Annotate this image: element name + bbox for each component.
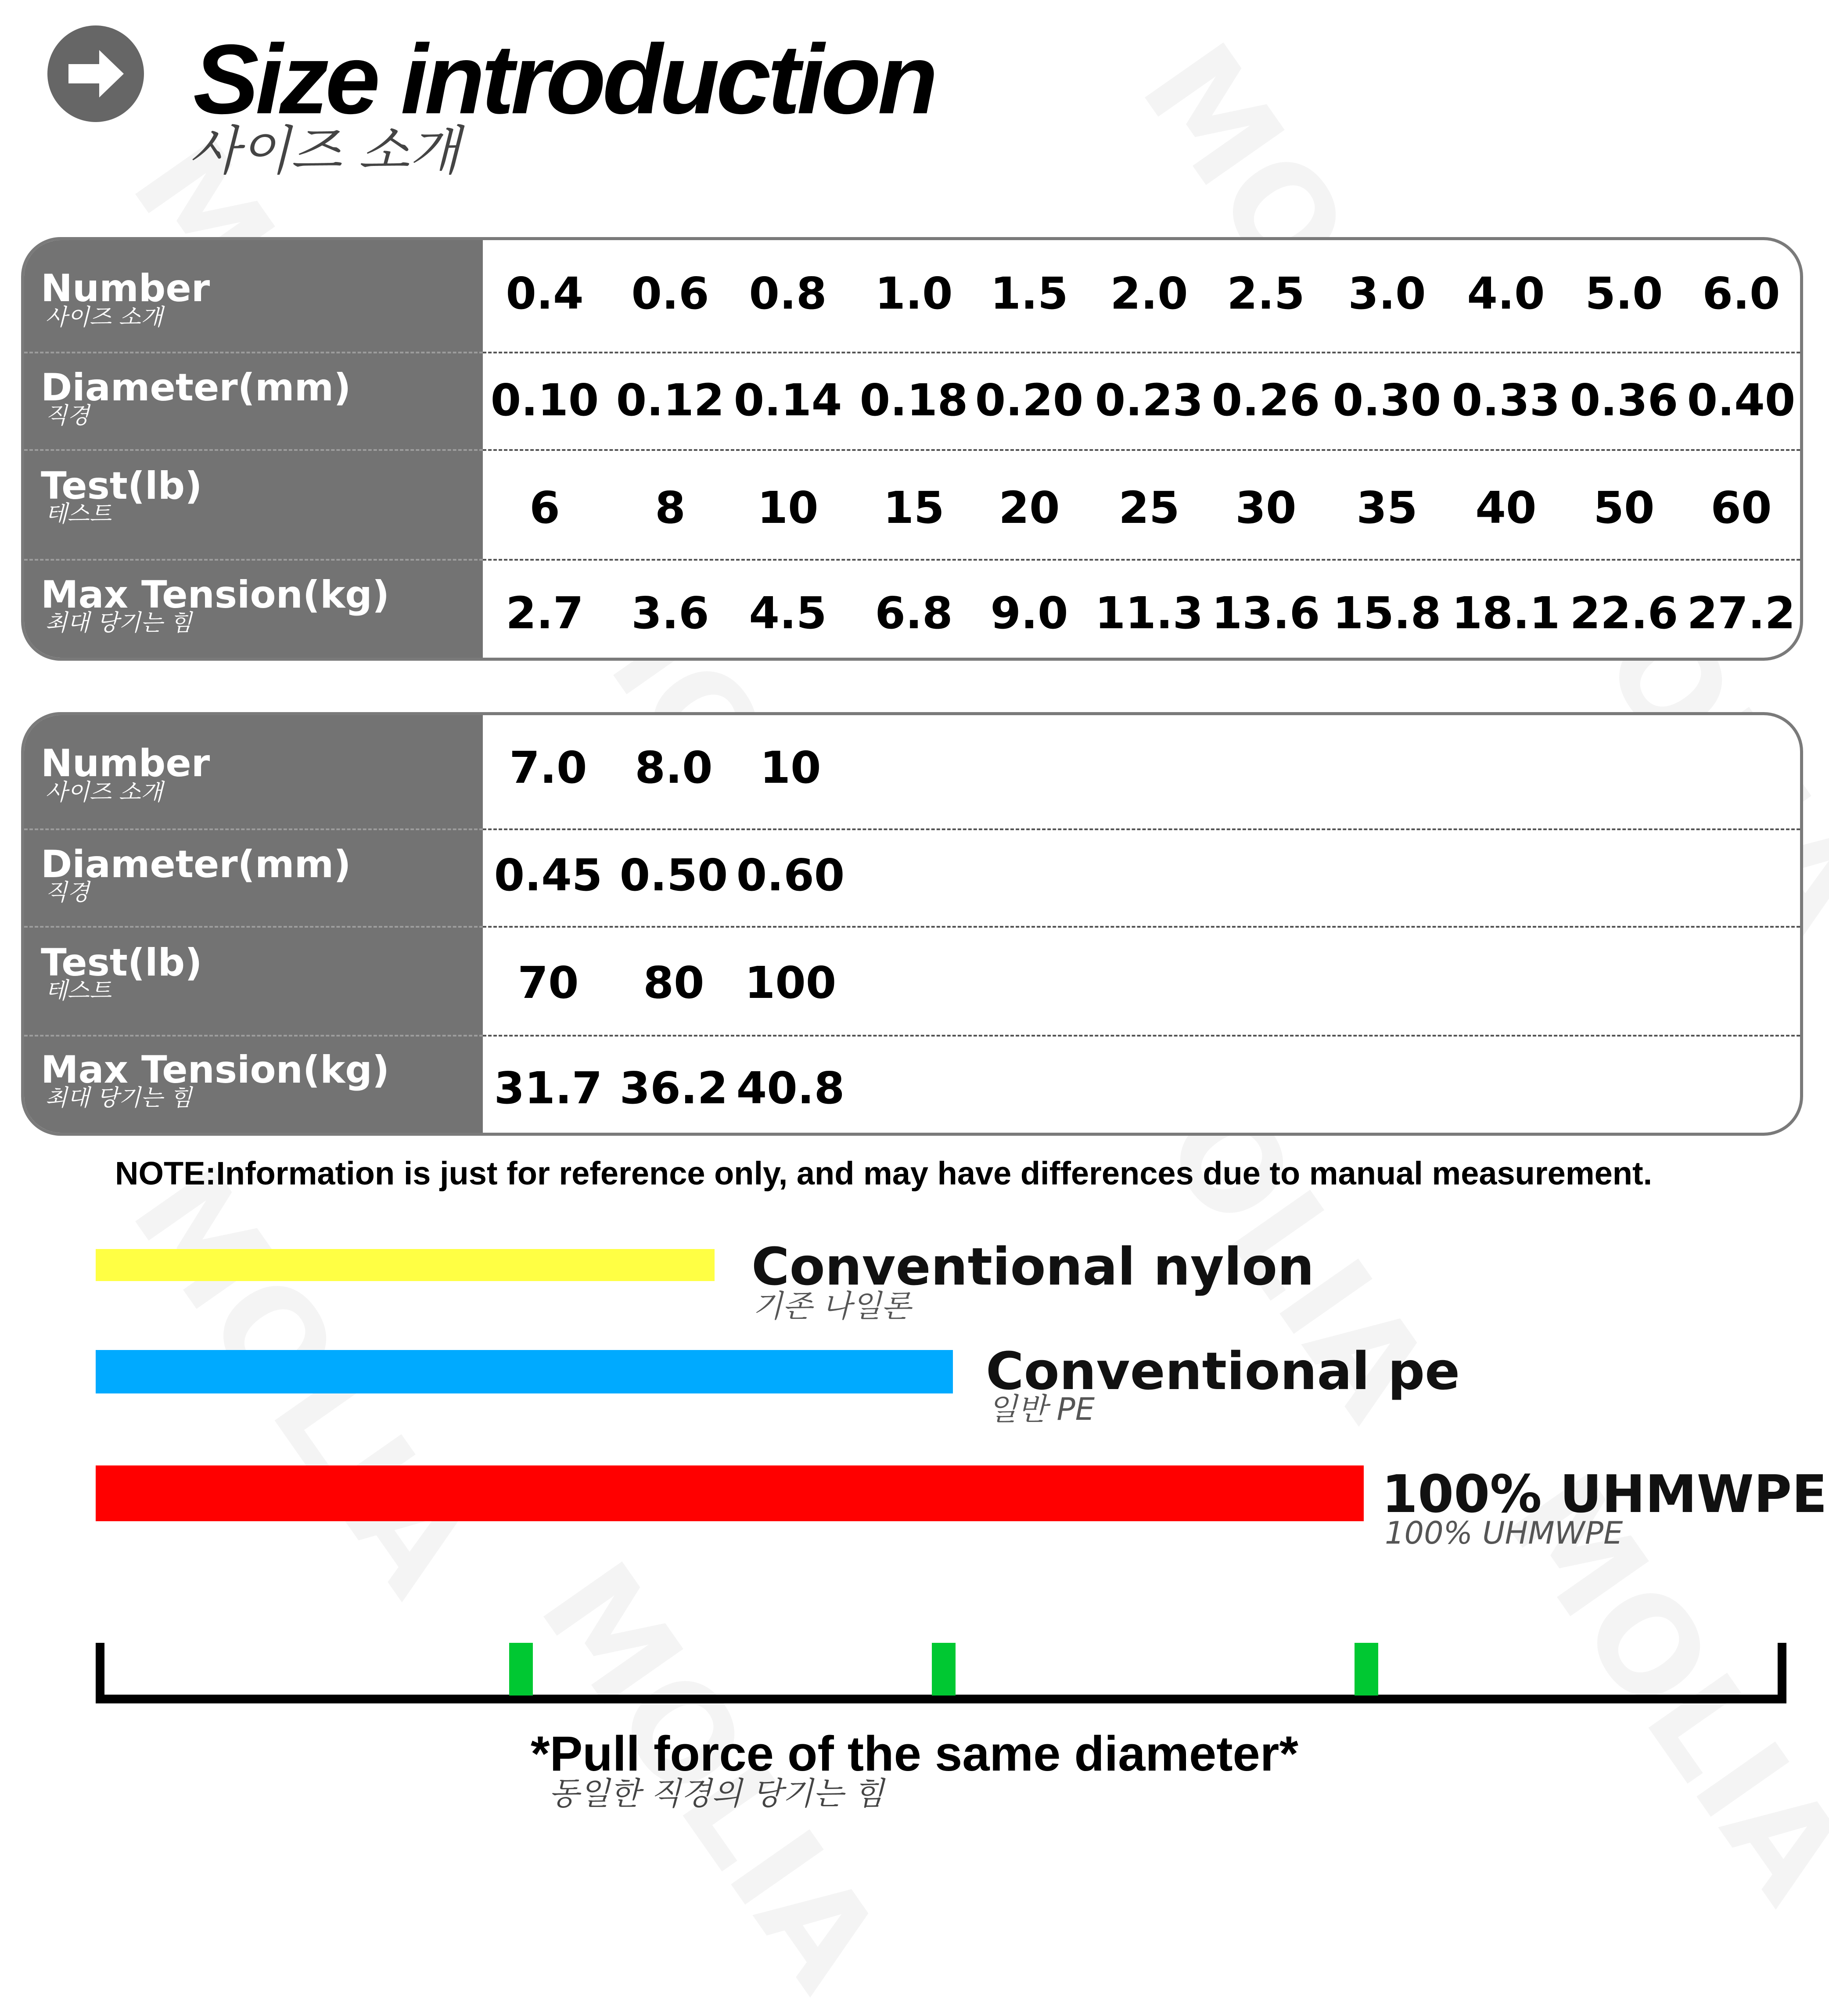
- row-label-test: Test(lb): [41, 941, 202, 985]
- cell-tension: 11.3: [1095, 587, 1204, 639]
- cell-test: 6: [529, 482, 560, 533]
- arrow-right-circle-icon: [47, 25, 144, 122]
- cell-diameter: 0.50: [619, 850, 728, 901]
- footer-subtitle: 동일한 직경의 당기는 힘: [549, 1775, 884, 1812]
- cell-number: 0.8: [749, 268, 827, 319]
- bar-label-nylon: Conventional nylon: [751, 1236, 1315, 1297]
- table-row-tension: [24, 1037, 1800, 1136]
- row-label-number: Number: [41, 742, 210, 785]
- bar-label-uhmwpe: 100% UHMWPE: [1382, 1464, 1827, 1524]
- row-sublabel-tension: 최대 당기는 힘: [45, 610, 192, 636]
- bar-sublabel-pe: 일반 PE: [988, 1391, 1095, 1427]
- row-label-number: Number: [41, 266, 210, 310]
- footer-title: *Pull force of the same diameter*: [530, 1726, 1298, 1781]
- cell-test: 30: [1235, 482, 1297, 533]
- bar-label-pe: Conventional pe: [986, 1341, 1460, 1401]
- cell-diameter: 0.10: [490, 374, 599, 426]
- row-label-tension: Max Tension(kg): [41, 1048, 390, 1092]
- cell-number: 4.0: [1467, 268, 1545, 319]
- cell-test: 80: [643, 957, 704, 1008]
- cell-test: 40: [1475, 482, 1537, 533]
- bar-sublabel-uhmwpe: 100% UHMWPE: [1385, 1515, 1623, 1551]
- scale-baseline: [96, 1695, 1786, 1703]
- cell-tension: 6.8: [875, 587, 953, 639]
- page-title: Size introduction: [193, 24, 934, 134]
- cell-diameter: 0.33: [1452, 374, 1560, 426]
- cell-diameter: 0.12: [616, 374, 725, 426]
- cell-diameter: 0.23: [1095, 374, 1204, 426]
- cell-number: 8.0: [635, 742, 713, 793]
- bar-uhmwpe: [96, 1465, 1364, 1521]
- cell-diameter: 0.45: [494, 850, 603, 901]
- cell-number: 10: [760, 742, 821, 793]
- row-label-test: Test(lb): [41, 464, 202, 508]
- cell-tension: 3.6: [631, 587, 709, 639]
- cell-number: 2.0: [1110, 268, 1188, 319]
- cell-tension: 4.5: [749, 587, 827, 639]
- cell-number: 5.0: [1585, 268, 1663, 319]
- cell-tension: 13.6: [1211, 587, 1320, 639]
- cell-test: 8: [655, 482, 686, 533]
- cell-tension: 9.0: [990, 587, 1068, 639]
- scale-end-right: [1778, 1643, 1786, 1703]
- cell-tension: 2.7: [506, 587, 584, 639]
- scale-tick: [509, 1643, 533, 1696]
- cell-number: 3.0: [1348, 268, 1426, 319]
- page-subtitle: 사이즈 소개: [189, 121, 460, 182]
- size-table-1: [21, 237, 1803, 661]
- row-sublabel-test: 테스트: [45, 978, 111, 1004]
- cell-diameter: 0.26: [1211, 374, 1320, 426]
- cell-number: 2.5: [1227, 268, 1305, 319]
- cell-test: 35: [1356, 482, 1418, 533]
- row-label-tension: Max Tension(kg): [41, 573, 390, 617]
- cell-tension: 31.7: [494, 1062, 603, 1114]
- cell-diameter: 0.30: [1333, 374, 1441, 426]
- cell-tension: 27.2: [1687, 587, 1796, 639]
- cell-tension: 40.8: [736, 1062, 845, 1114]
- cell-number: 0.6: [631, 268, 709, 319]
- cell-number: 0.4: [506, 268, 584, 319]
- cell-number: 7.0: [509, 742, 587, 793]
- cell-diameter: 0.14: [733, 374, 842, 426]
- bar-pe: [96, 1350, 953, 1393]
- row-sublabel-tension: 최대 당기는 힘: [45, 1085, 192, 1111]
- cell-test: 20: [999, 482, 1060, 533]
- scale-tick: [932, 1643, 956, 1696]
- cell-tension: 22.6: [1570, 587, 1678, 639]
- cell-diameter: 0.36: [1570, 374, 1678, 426]
- cell-tension: 18.1: [1452, 587, 1560, 639]
- cell-number: 1.5: [990, 268, 1068, 319]
- size-table-2: [21, 712, 1803, 1136]
- cell-test: 15: [883, 482, 945, 533]
- cell-number: 6.0: [1702, 268, 1780, 319]
- scale-tick: [1355, 1643, 1378, 1696]
- cell-diameter: 0.18: [859, 374, 968, 426]
- cell-diameter: 0.60: [736, 850, 845, 901]
- row-sublabel-number: 사이즈 소개: [45, 779, 163, 806]
- table-row-diameter: [24, 830, 1800, 928]
- row-sublabel-diameter: 직경: [45, 403, 90, 429]
- table-row-number: [24, 715, 1800, 830]
- cell-tension: 36.2: [619, 1062, 728, 1114]
- table-row-test: [24, 928, 1800, 1037]
- row-label-diameter: Diameter(mm): [41, 842, 351, 886]
- row-sublabel-test: 테스트: [45, 501, 111, 527]
- cell-test: 70: [517, 957, 579, 1008]
- cell-tension: 15.8: [1333, 587, 1441, 639]
- cell-test: 10: [757, 482, 819, 533]
- row-label-diameter: Diameter(mm): [41, 366, 351, 410]
- cell-test: 50: [1593, 482, 1655, 533]
- scale-end-left: [96, 1643, 104, 1703]
- disclaimer-note: NOTE:Information is just for reference only, and may have differences due to manual measurement.: [115, 1155, 1653, 1192]
- cell-diameter: 0.40: [1687, 374, 1796, 426]
- row-sublabel-diameter: 직경: [45, 879, 90, 906]
- cell-test: 25: [1118, 482, 1180, 533]
- bar-nylon: [96, 1249, 715, 1281]
- cell-diameter: 0.20: [975, 374, 1084, 426]
- cell-test: 60: [1710, 482, 1772, 533]
- row-sublabel-number: 사이즈 소개: [45, 304, 163, 331]
- bar-sublabel-nylon: 기존 나일론: [753, 1288, 911, 1324]
- cell-test: 100: [744, 957, 837, 1008]
- cell-number: 1.0: [875, 268, 953, 319]
